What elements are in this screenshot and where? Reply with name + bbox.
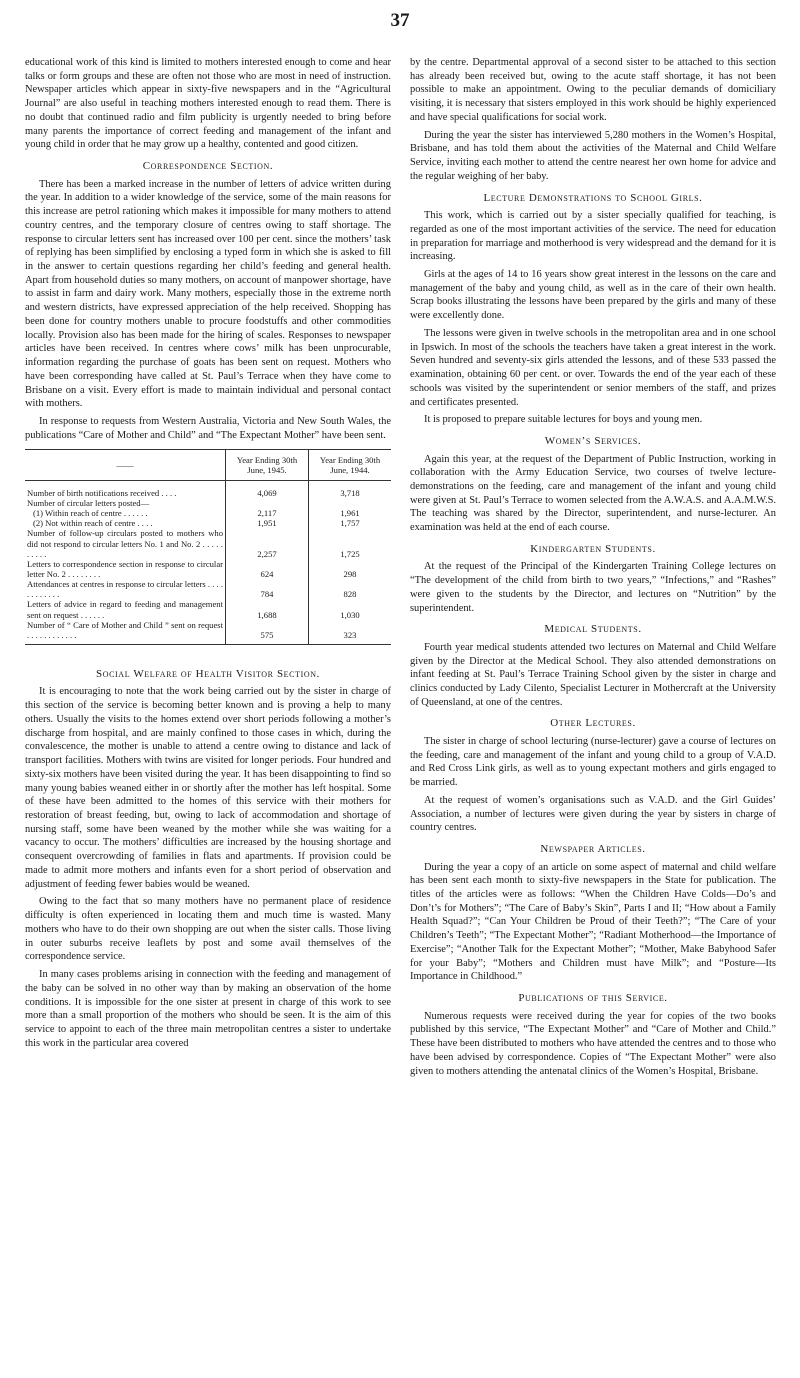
section-heading: Women’s Services.: [544, 435, 642, 448]
table-value-1945: 2,257: [226, 528, 309, 558]
paragraph: At the request of the Principal of the Kindergarten Training College lectures on “The development of the child from birth to two years,” “Infections,” and “Rashes” were given to the students by the Director, and lectures on “Nutrition” by the superintendent.: [410, 561, 776, 614]
section-heading: Newspaper Articles.: [540, 843, 646, 856]
table-value-1945: 4,069: [226, 480, 309, 498]
table-value-1945: 2,117: [226, 508, 309, 518]
table-value-1944: 298: [309, 559, 392, 579]
table-row-label: Attendances at centres in response to circular letters . . . . . . . . . . . .: [27, 579, 223, 600]
table-row: [25, 508, 391, 518]
paragraph: Owing to the fact that so many mothers have no permanent place of residence difficulty is often experienced in locating them and much time is wasted. Many mothers who have to do their own shopping are out when the sister calls. Those living in outer suburbs receive leaflets by post and some avail themselves of the correspondence service.: [25, 896, 391, 963]
table-value-1944: 3,718: [309, 480, 392, 498]
paragraph: Girls at the ages of 14 to 16 years show great interest in the lessons on the care and management of the baby and young child, as well as in the care of their own health. Scrap books illustrating the lessons have been prepared by the girls and many of these were excellently done.: [410, 269, 776, 322]
table-row: [25, 528, 391, 558]
section-heading: Medical Students.: [544, 623, 642, 636]
section-heading: Publications of this Service.: [518, 992, 668, 1005]
table-value-1944: 1,030: [309, 599, 392, 619]
table-row: [25, 620, 391, 645]
right-column: [410, 56, 776, 1082]
paragraph: In response to requests from Western Australia, Victoria and New South Wales, the publications “Care of Mother and Child” and “The Expectant Mother” have been sent.: [25, 416, 391, 441]
paragraph: educational work of this kind is limited to mothers interested enough to come and hear talks or form groups and these are often not those who are most in need of instruction. Newspaper articles which appear in sixty-five newspapers and in the “Agricultural Journal” are also useful in teaching mothers interested enough to read them. There is no doubt that continued radio and film publicity is urgently needed to bring before many parents the importance of correct feeding and management of the infant and young child in order that he may grow up a healthy, contented and good citizen.: [25, 57, 391, 151]
table-header-1945: Year Ending 30th June, 1945.: [226, 449, 309, 480]
table-value-1944: 1,757: [309, 518, 392, 528]
table-row: [25, 579, 391, 599]
table-row-label: Number of “ Care of Mother and Child ” sent on request . . . . . . . . . . . .: [25, 620, 226, 645]
table-row-label: (2) Not within reach of centre . . . .: [33, 518, 153, 529]
section-heading: Kindergarten Students.: [530, 542, 656, 555]
paragraph: It is encouraging to note that the work being carried out by the sister in charge of this section of the service is becoming better known and is proving a help to many others. Usually the visits to the homes extend over short periods following a mother’s discharge from hospital, and are mainly confined to those cases in which, during the convalescence, the mother is unable to attend a centre owing to distance and lack of transport facilities. Mothers with twins are visited for longer periods. Four hundred and sixty-six mothers have been visited during the year. It has been disappointing to find so many young babies weaned either in or shortly after the mother has left hospital. Some of these have been admitted to the homes of this service with their mothers for restoration of breast feeding, but, owing to lack of accommodation and shortage of nursing staff, some have been weaned by the mother while she was waiting for a vacancy to occur. The mothers’ difficulties are increased by the housing shortage and consequent overcrowding of families in flats and apartments. If provision could be made to admit more mothers and infants even for a short period of observation and adjustment of feeding fewer babies would be weaned.: [25, 686, 391, 890]
table-value-1944: 1,725: [309, 528, 392, 558]
table-value-1945: 784: [226, 579, 309, 599]
paragraph: Again this year, at the request of the Department of Public Instruction, working in collaboration with the Army Education Service, two courses of twelve lecture-demonstrations on the feeding, care and management of the infant and young child were given at St. Paul’s Terrace to women selected from the A.W.A.S. and A.A.M.W.S. The teaching was shared by the Director, superintendent, and nurse-lecturer. An examination was held at the end of each course.: [410, 453, 776, 534]
paragraph: At the request of women’s organisations such as V.A.D. and the Girl Guides’ Association, a number of lectures were given during the year by sisters in charge of country centres.: [410, 794, 776, 834]
table-value-1945: 624: [226, 559, 309, 579]
table-value-1944: [309, 498, 392, 508]
paragraph: There has been a marked increase in the number of letters of advice written during the year. In addition to a wider knowledge of the service, some of the main reasons for this increase are petrol rationing which makes it impossible for many mothers to attend country centres, and the temporary closure of centres owing to staff shortage. The response to circular letters sent has increased over 100 per cent. since the mothers’ task of replying has been simplified by enclosing a typed form in which she is asked to fill in the answer to certain questions regarding her child’s feeding and general health. Apart from household duties so many mothers, on account of manpower shortage, have to assist in farm and dairy work. Many mothers, especially those in the extreme north and western districts, have expressed appreciation of the help received. Shopping has been done for country mothers unable to procure foodstuffs and other commodities locally. Provision also has been made for the hiring of scales. Responses to newspaper articles have been received. In centres where cows’ milk has been unprocurable, information regarding the purchase of goats has been sent on request. Mothers who have been corresponding have called at St. Paul’s Terrace when they have come to Brisbane on a visit. Every effort is made to maintain individual and personal contact with mothers.: [25, 178, 391, 410]
table-row-label: (1) Within reach of centre . . . . . .: [33, 508, 148, 519]
table-value-1945: [226, 498, 309, 508]
table-header-blank: ——: [25, 449, 226, 480]
table-row-label: Letters to correspondence section in response to circular letter No. 2 . . . . . . . .: [27, 558, 223, 579]
page-number: 37: [390, 10, 410, 31]
section-heading: Social Welfare of Health Visitor Section.: [96, 667, 320, 680]
paragraph: During the year a copy of an article on some aspect of maternal and child welfare has been sent each month to sixty-five newspapers in the State for publication. The titles of the articles were as follows: “When the Children Have Colds—Do’s and Don’t’s for Mothers”; “The Care of Baby’s Skin”, Parts I and II; “How about a Family Health Squad?”; “Can Your Children be Proud of their Teeth?”; “The Care of your Children’s Teeth”; “The Expectant Mother”; “Radiant Motherhood—the Importance of Exercise”; “Another Talk for the Expectant Mother”; “Mother, Make Babyhood Safer for your Baby”; “Mothers and Children must have Milk”; and “Posture—Its Importance in Childhood.”: [410, 861, 776, 983]
paragraph: The sister in charge of school lecturing (nurse-lecturer) gave a course of lectures on the feeding, care and management of the infant and young child to a group of V.A.D. and Red Cross Link girls, as well as to young expectant mothers and girls engaged to be married.: [410, 735, 776, 789]
paragraph: During the year the sister has interviewed 5,280 mothers in the Women’s Hospital, Brisbane, and has told them about the activities of the Maternal and Child Welfare Service, inviting each mother to attend the centre nearest her own home for advice and the regular weighing of her baby.: [410, 129, 776, 182]
table-value-1945: 1,951: [226, 518, 309, 528]
table-value-1945: 575: [226, 620, 309, 645]
paragraph: It is proposed to prepare suitable lectures for boys and young men.: [424, 414, 703, 426]
section-heading: Lecture Demonstrations to School Girls.: [483, 191, 703, 204]
table-header-row: [25, 449, 391, 480]
paragraph: by the centre. Departmental approval of a second sister to be attached to this section has already been received but, owing to the acute staff shortage, it has not been possible to make an appointment. Owing to the peculiar demands of domiciliary visiting, it is necessary that sisters employed in this work should be highly experienced and have special qualifications for social work.: [410, 57, 776, 123]
paragraph: Numerous requests were received during the year for copies of the two books published by this service, “The Expectant Mother” and “Care of Mother and Child.” These have been distributed to mothers who have attended the centres and to those who have been advised by correspondence. Copies of “The Expectant Mother” were also given to mothers attending the antenatal clinics of the Women’s Hospital, Brisbane.: [410, 1010, 776, 1077]
section-heading: Other Lectures.: [550, 717, 636, 730]
paragraph: The lessons were given in twelve schools in the metropolitan area and in one school in Ipswich. In most of the schools the teachers have taken a great interest in the work. Seven hundred and seventy-six girls attended the lessons, and of these 533 passed the examination, obtaining 60 per cent. or over. Towards the end of the year each of these schools was visited by the superintendent or senior members of the staff, and prizes and certificates presented.: [410, 327, 776, 408]
table-row: [25, 599, 391, 619]
table-header-1944: Year Ending 30th June, 1944.: [309, 449, 392, 480]
table-row: [25, 559, 391, 579]
paragraph: This work, which is carried out by a sister specially qualified for teaching, is regarded as one of the most important activities of the service. The need for education in preparation for marriage and motherhood is very widespread and the demand for it is increasing.: [410, 210, 776, 263]
statistics-table: [25, 449, 391, 645]
table-value-1944: 1,961: [309, 508, 392, 518]
table-row-label: Number of circular letters posted—: [27, 497, 150, 508]
paragraph: Fourth year medical students attended two lectures on Maternal and Child Welfare given by the Director at the Medical School. They also attended demonstrations on infant feeding at St. Paul’s Terrace Training School given by the sister in charge and clinics conducted by Lady Cilento, Specialist Lecturer in Mothercraft at the University of Queensland, at one of the centres.: [410, 641, 776, 708]
table-row-label: Letters of advice in regard to feeding and management sent on request . . . . . .: [27, 599, 223, 620]
left-column: [25, 56, 391, 1054]
table-value-1944: 323: [309, 620, 392, 645]
table-value-1945: 1,688: [226, 599, 309, 619]
table-row-label: Number of follow-up circulars posted to mothers who did not respond to circular letters No. 1 and No. 2 . . . . . . . . . .: [27, 528, 223, 559]
paragraph: In many cases problems arising in connection with the feeding and management of the baby can be solved in no other way than by making an observation of the home conditions. It is impossible for the one sister at present in charge of this work to see more than a small proportion of the mothers who should be seen. It is the aim of this service to appoint to each of the three main metropolitan centres a sister to undertake this work in the particular area covered: [25, 969, 391, 1049]
table-row: [25, 480, 391, 498]
table-row: [25, 518, 391, 528]
table-row-label: Number of birth notifications received . . . .: [27, 487, 177, 498]
table-value-1944: 828: [309, 579, 392, 599]
table-row: [25, 498, 391, 508]
section-heading: Correspondence Section.: [142, 160, 274, 173]
